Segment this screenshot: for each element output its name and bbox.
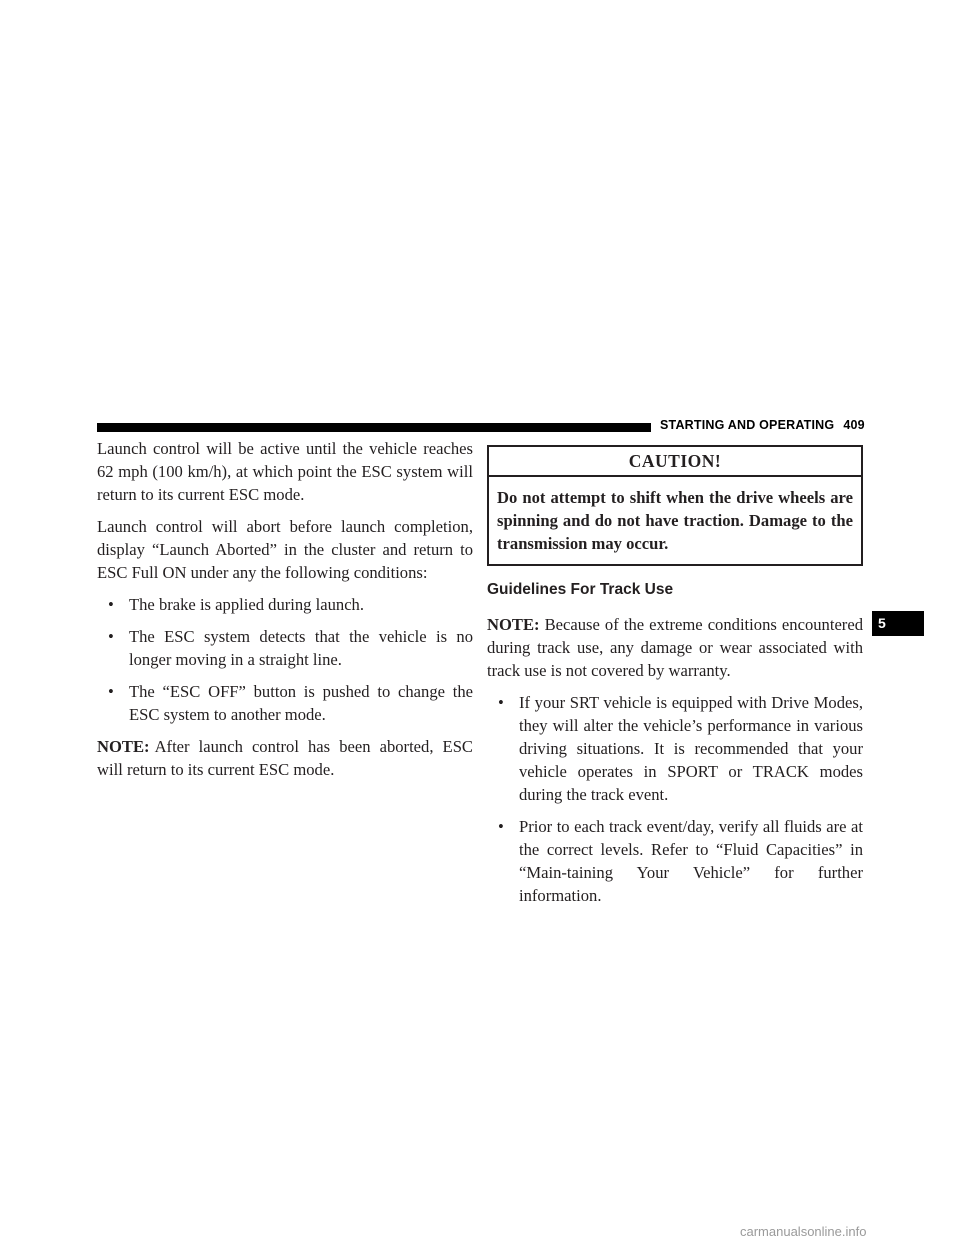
note-paragraph [487,613,863,682]
section-heading: Guidelines For Track Use [487,581,674,598]
list-item [97,680,473,726]
caution-text: Do not attempt to shift when the drive wheels are spinning and do not have traction. Damage to the transmission may occur. [497,488,853,553]
list-item [487,691,863,806]
bullet-icon: • [498,817,504,836]
list-item [97,593,473,616]
page-number: 409 [843,418,865,432]
left-column [97,437,473,790]
section-title: STARTING AND OPERATING [660,418,835,432]
chapter-tab: 5 [872,611,924,636]
caution-title: CAUTION! [489,447,861,477]
paragraph-launch-active: Launch control will be active until the vehicle reaches 62 mph (100 km/h), at which point the ESC system will return to its current ESC mode. [97,439,473,504]
caution-box [487,445,863,566]
note-text: After launch control has been aborted, ESC will return to its current ESC mode. [97,737,473,779]
right-column [487,445,863,916]
paragraph-launch-abort: Launch control will abort before launch completion, display “Launch Aborted” in the cluster and return to ESC Full ON under any the following conditions: [97,517,473,582]
note-label: NOTE: [97,737,150,756]
bullet-icon: • [498,693,504,712]
running-header [660,418,865,432]
list-item-text: Prior to each track event/day, verify all fluids are at the correct levels. Refer to “Fluid Capacities” in “Main-taining Your Vehicle” for further information. [519,817,863,905]
list-item [97,625,473,671]
note-paragraph [97,735,473,781]
note-text: Because of the extreme conditions encountered during track use, any damage or wear associated with track use is not covered by warranty. [487,615,863,680]
note-label: NOTE: [487,615,540,634]
bullet-icon: • [108,682,114,701]
watermark: carmanualsonline.info [740,1224,867,1239]
header-rule [97,423,651,432]
bullet-icon: • [108,627,114,646]
list-item-text: The “ESC OFF” button is pushed to change the ESC system to another mode. [129,682,473,724]
list-item-text: If your SRT vehicle is equipped with Drive Modes, they will alter the vehicle’s performance in various driving situations. It is recommended that your vehicle operates in SPORT or TRACK modes during the track event. [519,693,863,804]
bullet-icon: • [108,595,114,614]
list-item-text: The ESC system detects that the vehicle is no longer moving in a straight line. [129,627,473,669]
list-item [487,815,863,907]
list-item-text: The brake is applied during launch. [129,595,365,614]
